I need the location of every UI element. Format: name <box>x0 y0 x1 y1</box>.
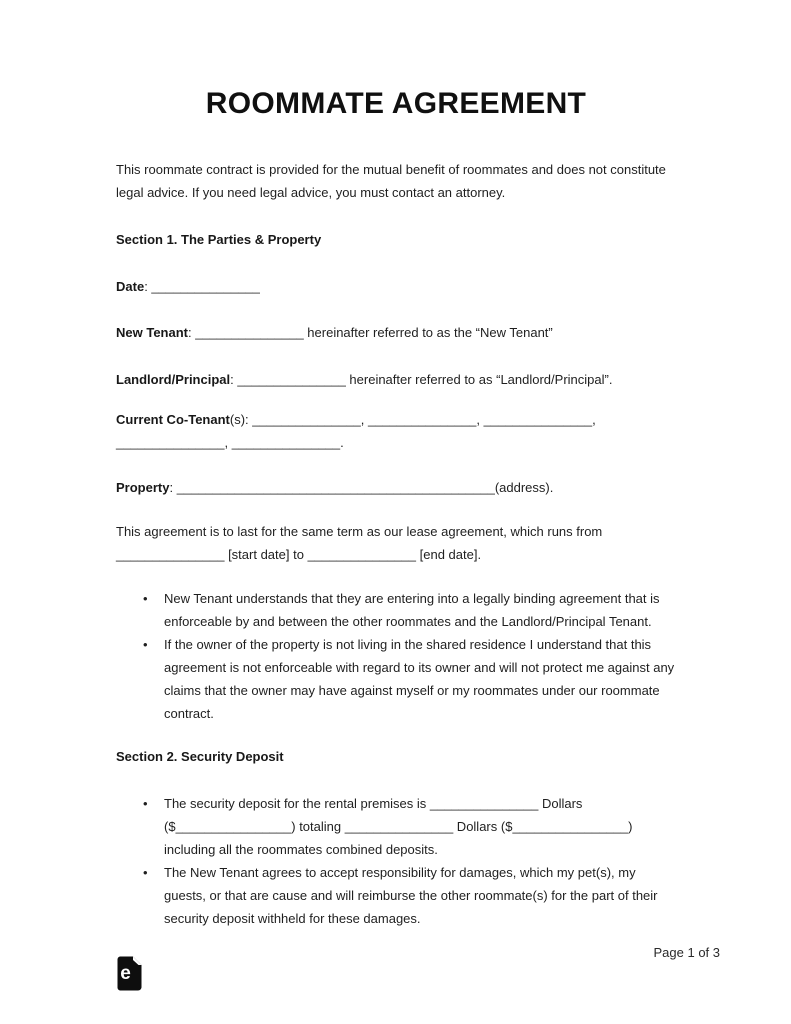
cotenants-period: . <box>340 435 344 450</box>
cotenants-comma: , <box>476 412 484 427</box>
cotenants-comma: , <box>592 412 596 427</box>
cotenants-label: Current Co-Tenant <box>116 412 230 427</box>
term-mid-text: [start date] to <box>224 547 308 562</box>
cotenant-blank-line: _______________ <box>367 412 477 427</box>
intro-paragraph: This roommate contract is provided for the mutual benefit of roommates and does not constitute legal advice. If you need legal advice, you must contact an attorney. <box>116 162 666 200</box>
section1-heading: Section 1. The Parties & Property <box>116 232 322 247</box>
new-tenant-suffix-text: hereinafter referred to as the “New Tenant” <box>303 325 553 340</box>
cotenant-blank-line: _______________ <box>252 412 361 427</box>
document-content <box>116 0 676 950</box>
cotenants-comma: , <box>360 412 368 427</box>
term-paragraph <box>116 520 676 566</box>
cotenant-blank-line: _______________ <box>116 435 225 450</box>
document-title: ROOMMATE AGREEMENT <box>205 87 587 120</box>
new-tenant-blank-line: _______________ <box>195 325 304 340</box>
bullet-text: If the owner of the property is not living in the shared residence I understand that this agreement is not enforceable with regard to its owner and will not protect me against any claims that the owner may have against myself or my roommates under our roommate contract. <box>164 637 675 721</box>
bullet-icon: • <box>143 865 148 880</box>
bullet-text <box>164 792 676 861</box>
landlord-suffix-text: hereinafter referred to as “Landlord/Principal”. <box>345 372 613 387</box>
term-end-text: [end date]. <box>416 547 482 562</box>
new-tenant-field <box>116 321 676 344</box>
list-item <box>116 861 676 930</box>
landlord-label: Landlord/Principal <box>116 372 231 387</box>
cotenants-suffix: (s): <box>229 412 253 427</box>
deposit-text: ) including all the roommates combined deposits. <box>164 819 633 857</box>
date-blank-line: _______________ <box>151 279 260 294</box>
bullet-icon: • <box>143 591 148 606</box>
cotenants-field <box>116 408 676 454</box>
deposit-amount-blank-line: _______________ <box>429 796 539 811</box>
cotenant-blank-line: _______________ <box>231 435 341 450</box>
term-text: This agreement is to last for the same term as our lease agreement, which runs from <box>116 524 603 539</box>
cotenants-comma: , <box>224 435 232 450</box>
bullet-icon: • <box>143 637 148 652</box>
date-separator: : <box>144 279 152 294</box>
list-item <box>116 792 676 861</box>
end-date-blank-line: _______________ <box>307 547 417 562</box>
section1-bullet-list <box>116 587 676 725</box>
property-blank-line: ____________________________________________ <box>176 480 495 495</box>
new-tenant-label: New Tenant <box>116 325 188 340</box>
bullet-icon: • <box>143 796 148 811</box>
list-item <box>116 587 676 633</box>
start-date-blank-line: _______________ <box>116 547 225 562</box>
page-number: Page 1 of 3 <box>653 945 720 960</box>
section2-bullet-list <box>116 792 676 930</box>
total-amount-blank-line: _______________ <box>344 819 454 834</box>
property-suffix-text: (address). <box>494 480 554 495</box>
deposit-text: ) totaling <box>291 819 345 834</box>
list-item <box>116 633 676 725</box>
deposit-text: Dollars ($ <box>453 819 513 834</box>
property-separator: : <box>169 480 177 495</box>
property-field <box>116 476 676 499</box>
cotenant-blank-line: _______________ <box>483 412 593 427</box>
eforms-logo <box>117 956 142 991</box>
landlord-field <box>116 368 676 391</box>
bullet-text: New Tenant understands that they are entering into a legally binding agreement that is enforceable by and between the other roommates and the Landlord/Principal Tenant. <box>164 591 660 629</box>
logo-letter: e <box>120 963 131 984</box>
date-field <box>116 275 676 298</box>
total-dollar-blank-line: ________________ <box>512 819 629 834</box>
deposit-text: The security deposit for the rental premises is <box>164 796 430 811</box>
deposit-dollar-blank-line: ________________ <box>175 819 292 834</box>
date-label: Date <box>116 279 145 294</box>
new-tenant-separator: : <box>188 325 196 340</box>
section2-heading: Section 2. Security Deposit <box>116 749 284 764</box>
landlord-blank-line: _______________ <box>237 372 346 387</box>
landlord-separator: : <box>230 372 238 387</box>
deposit-text: Dollars ($ <box>164 796 583 834</box>
property-label: Property <box>116 480 170 495</box>
bullet-text: The New Tenant agrees to accept responsibility for damages, which my pet(s), my guests, or that are cause and will reimburse the other roommate(s) for the part of their security deposit withheld for these damages. <box>164 865 658 926</box>
